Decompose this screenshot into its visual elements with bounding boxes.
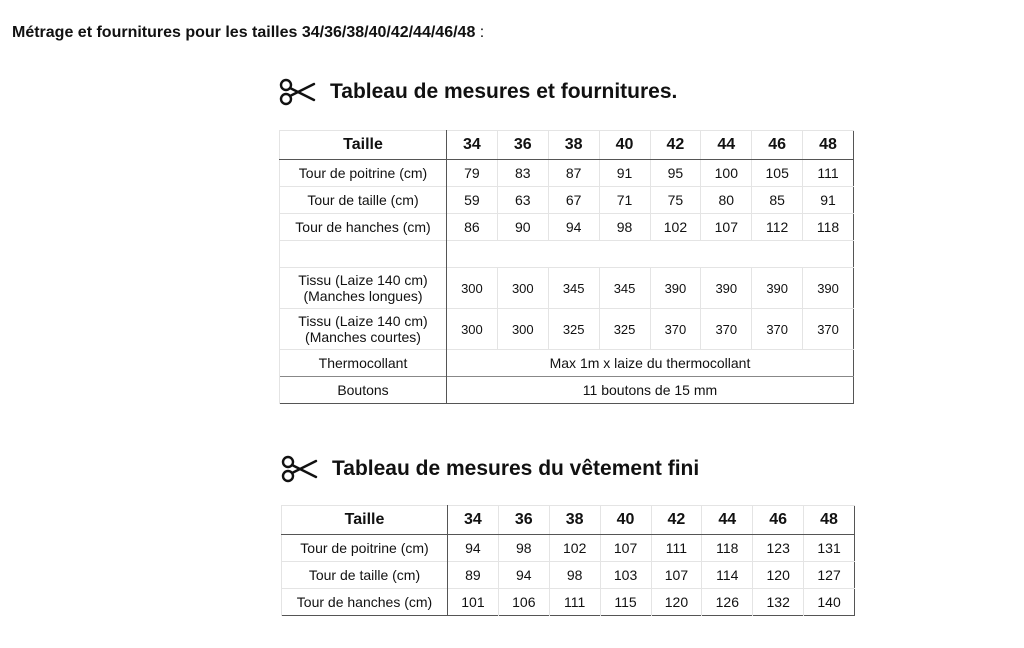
section-title-measures-supplies (278, 78, 677, 106)
table-cell: 102 (549, 535, 600, 562)
table-cell: 118 (702, 535, 753, 562)
table-cell: 118 (803, 214, 854, 241)
table-cell: 300 (447, 268, 498, 309)
table-header-size: 36 (497, 131, 548, 160)
section-title-finished-garment (280, 455, 699, 483)
table-cell: 91 (803, 187, 854, 214)
measures-supplies-table (279, 130, 854, 404)
table-cell: 98 (498, 535, 549, 562)
table-header-size: 46 (753, 506, 804, 535)
row-label: Thermocollant (280, 350, 447, 377)
table-cell: 325 (548, 309, 599, 350)
table-header-size: 40 (599, 131, 650, 160)
table-cell: 390 (650, 268, 701, 309)
table-cell: 325 (599, 309, 650, 350)
table-cell: 370 (803, 309, 854, 350)
row-label (280, 309, 447, 350)
table-cell: 71 (599, 187, 650, 214)
table-cell: 85 (752, 187, 803, 214)
table-row (280, 214, 854, 241)
table-header-size: 48 (803, 131, 854, 160)
table-cell: 126 (702, 589, 753, 616)
row-label: Tour de poitrine (cm) (282, 535, 448, 562)
row-label-line: Tissu (Laize 140 cm) (298, 313, 428, 329)
table-cell: 120 (651, 589, 702, 616)
table-cell: 89 (448, 562, 499, 589)
table-header-size: 34 (448, 506, 499, 535)
table-cell: 127 (804, 562, 855, 589)
row-label: Tour de poitrine (cm) (280, 160, 447, 187)
table-cell: 83 (497, 160, 548, 187)
table-header-size-label: Taille (280, 131, 447, 160)
table-cell: 120 (753, 562, 804, 589)
table-cell: 300 (497, 309, 548, 350)
table-row (282, 589, 855, 616)
table-cell: 390 (701, 268, 752, 309)
table-cell: 132 (753, 589, 804, 616)
finished-garment-table (281, 505, 855, 616)
table-cell: 98 (599, 214, 650, 241)
table-cell: 115 (600, 589, 651, 616)
row-label (280, 268, 447, 309)
table-cell: 106 (498, 589, 549, 616)
table-cell-merged: Max 1m x laize du thermocollant (447, 350, 854, 377)
intro-colon: : (479, 24, 485, 41)
table-cell: 98 (549, 562, 600, 589)
table-cell: 105 (752, 160, 803, 187)
table-header-size: 46 (752, 131, 803, 160)
row-label-line: (Manches courtes) (305, 329, 421, 345)
table-cell: 345 (599, 268, 650, 309)
scissors-icon (280, 455, 318, 483)
table-cell: 102 (650, 214, 701, 241)
row-label-line: Tissu (Laize 140 cm) (298, 272, 428, 288)
table-header-size: 44 (701, 131, 752, 160)
table-cell: 111 (803, 160, 854, 187)
table-row (280, 187, 854, 214)
intro-heading (12, 24, 484, 42)
row-label: Tour de hanches (cm) (282, 589, 448, 616)
table-header-size: 36 (498, 506, 549, 535)
row-label: Tour de hanches (cm) (280, 214, 447, 241)
table-cell: 100 (701, 160, 752, 187)
section-title-text: Tableau de mesures du vêtement fini (332, 457, 700, 480)
table-row (280, 160, 854, 187)
table-header-size: 42 (651, 506, 702, 535)
table-cell: 131 (804, 535, 855, 562)
row-label: Boutons (280, 377, 447, 404)
table-row (280, 309, 854, 350)
table-cell: 300 (497, 268, 548, 309)
table-cell: 91 (599, 160, 650, 187)
section-title-text: Tableau de mesures et fournitures. (330, 80, 678, 103)
table-cell: 123 (753, 535, 804, 562)
table-cell: 67 (548, 187, 599, 214)
table-cell: 75 (650, 187, 701, 214)
intro-text: Métrage et fournitures pour les tailles 34/36/38/40/42/44/46/48 (12, 24, 476, 41)
table-cell: 370 (650, 309, 701, 350)
scissors-icon (278, 78, 316, 106)
table-header-size: 34 (447, 131, 498, 160)
table-cell: 79 (447, 160, 498, 187)
table-cell: 111 (549, 589, 600, 616)
table-cell: 390 (752, 268, 803, 309)
table-cell: 390 (803, 268, 854, 309)
table-row (280, 377, 854, 404)
table-cell: 94 (448, 535, 499, 562)
table-cell: 300 (447, 309, 498, 350)
table-header-size: 38 (548, 131, 599, 160)
spacer-cell (280, 241, 447, 268)
table-cell: 101 (448, 589, 499, 616)
row-label-line: (Manches longues) (303, 288, 423, 304)
table-cell-merged: 11 boutons de 15 mm (447, 377, 854, 404)
table-cell: 59 (447, 187, 498, 214)
row-label: Tour de taille (cm) (280, 187, 447, 214)
table-row (282, 562, 855, 589)
table-cell: 112 (752, 214, 803, 241)
table-cell: 103 (600, 562, 651, 589)
table-header-size: 44 (702, 506, 753, 535)
table-cell: 63 (497, 187, 548, 214)
spacer-row (280, 241, 854, 268)
table-header-size: 38 (549, 506, 600, 535)
table-cell: 90 (497, 214, 548, 241)
table-row (280, 350, 854, 377)
table-row (280, 268, 854, 309)
table-cell: 80 (701, 187, 752, 214)
table-cell: 94 (498, 562, 549, 589)
table-cell: 111 (651, 535, 702, 562)
table-cell: 345 (548, 268, 599, 309)
table-cell: 140 (804, 589, 855, 616)
table-cell: 107 (600, 535, 651, 562)
table-cell: 107 (651, 562, 702, 589)
table-header-size: 42 (650, 131, 701, 160)
table-header-size: 40 (600, 506, 651, 535)
table-cell: 370 (701, 309, 752, 350)
table-header-size-label: Taille (282, 506, 448, 535)
table-cell: 107 (701, 214, 752, 241)
table-cell: 86 (447, 214, 498, 241)
table-cell: 370 (752, 309, 803, 350)
table-cell: 114 (702, 562, 753, 589)
table-cell: 95 (650, 160, 701, 187)
table-cell: 94 (548, 214, 599, 241)
table-row (282, 535, 855, 562)
spacer-cell (447, 241, 854, 268)
table-header-size: 48 (804, 506, 855, 535)
table-cell: 87 (548, 160, 599, 187)
row-label: Tour de taille (cm) (282, 562, 448, 589)
